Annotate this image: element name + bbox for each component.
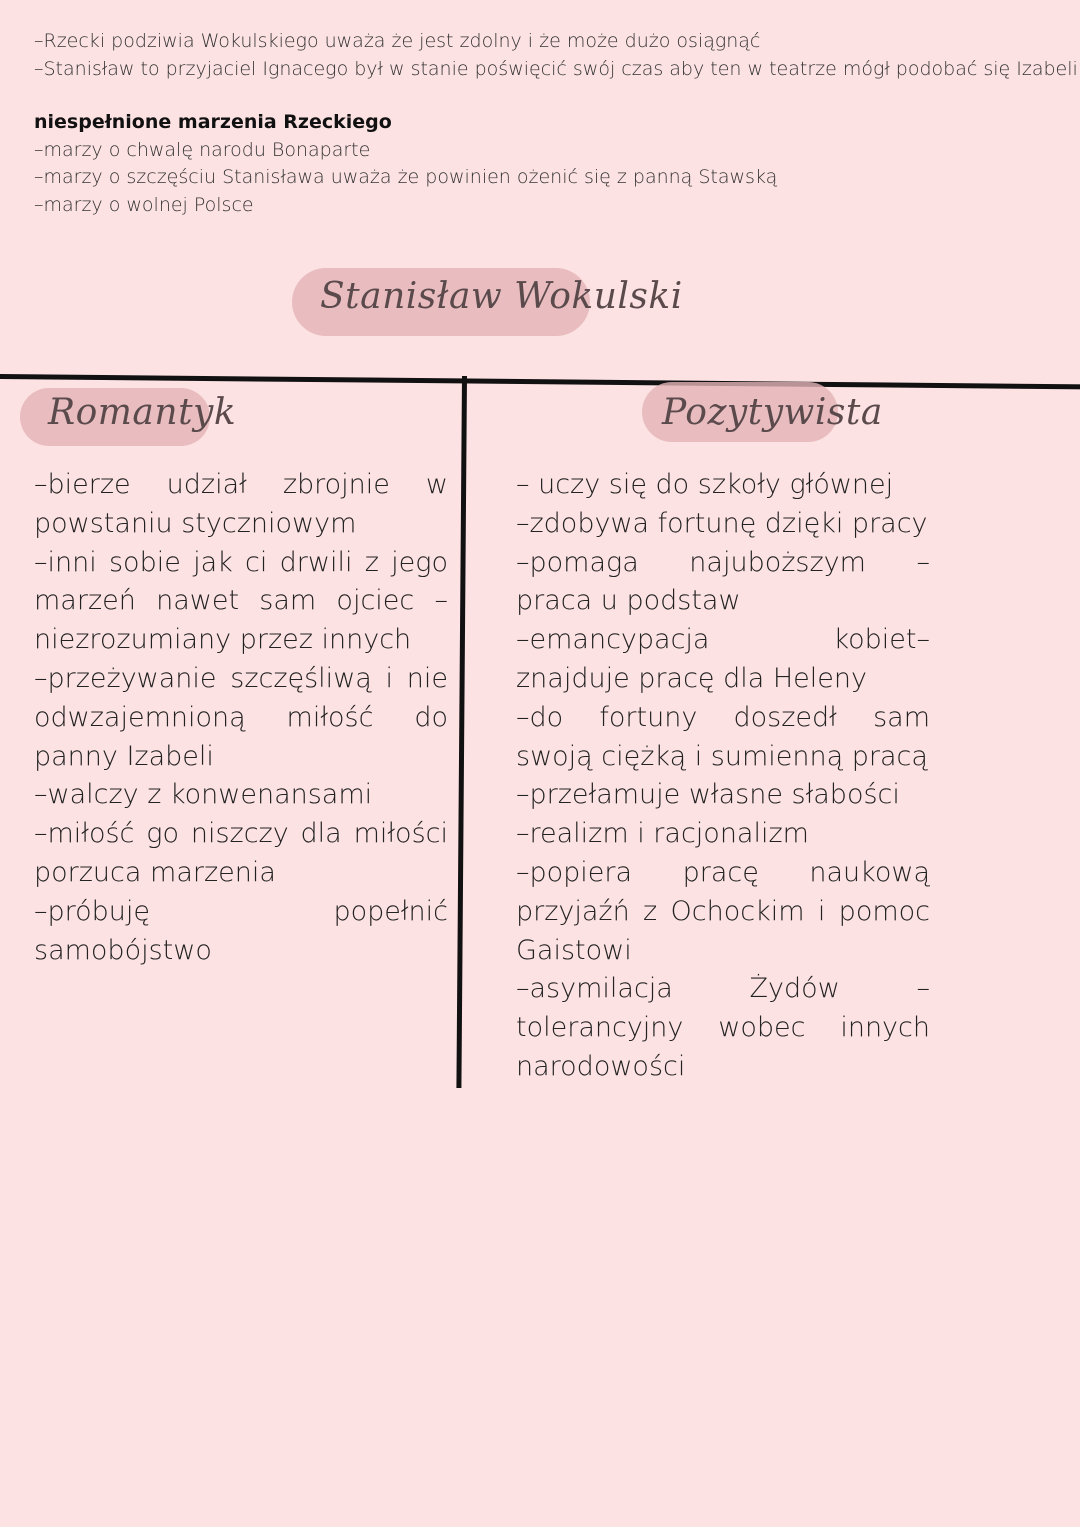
list-item: –realizm i racjonalizm xyxy=(516,818,809,850)
list-item: –miłość go niszczy dla miłości porzuca marzenia xyxy=(34,818,448,888)
main-title: Stanisław Wokulski xyxy=(320,276,683,317)
list-item: –walczy z konwenansami xyxy=(34,779,373,811)
list-item: – uczy się do szkoły głównej xyxy=(516,469,894,500)
left-column-title: Romantyk xyxy=(48,392,237,433)
right-column-title: Pozytywista xyxy=(662,392,883,433)
dreams-item: –marzy o szczęściu Stanisława uważa że powinien ożenić się z panną Stawską xyxy=(34,166,778,188)
list-item: –do fortuny doszedł sam swoją ciężką i sumienną pracą xyxy=(516,701,930,772)
intro-line: –Stanisław to przyjaciel Ignacego był w stanie poświęcić swój czas aby ten w teatrze mógł podobać się Izabeli xyxy=(34,57,1078,80)
intro-notes xyxy=(34,28,1078,219)
list-item: –inni sobie jak ci drwili z jego marzeń nawet sam ojciec – niezrozumiany przez innych xyxy=(34,546,448,656)
dreams-heading: niespełnione marzenia Rzeckiego xyxy=(34,111,392,133)
list-item: –asymilacja Żydów – tolerancyjny wobec innych narodowości xyxy=(516,973,930,1082)
list-item: –przeżywanie szczęśliwą i nie odwzajemnioną miłość do panny Izabeli xyxy=(34,662,448,772)
dreams-item: –marzy o wolnej Polsce xyxy=(34,193,254,216)
list-item: –próbuję popełnić samobójstwo xyxy=(34,895,448,966)
list-item: –bierze udział zbrojnie w powstaniu styczniowym xyxy=(34,469,448,539)
romantyk-list xyxy=(34,466,448,970)
list-item: –przełamuje własne słabości xyxy=(516,779,900,811)
vertical-divider xyxy=(456,376,467,1088)
intro-line: –Rzecki podziwia Wokulskiego uważa że jest zdolny i że może dużo osiągnąć xyxy=(34,30,761,52)
list-item: –pomaga najuboższym – praca u podstaw xyxy=(516,546,930,617)
dreams-item: –marzy o chwalę narodu Bonaparte xyxy=(34,138,371,161)
pozytywista-list xyxy=(516,466,930,1087)
list-item: –emancypacja kobiet– znajduje pracę dla Heleny xyxy=(516,624,930,694)
list-item: –zdobywa fortunę dzięki pracy xyxy=(516,507,928,539)
list-item: –popiera pracę naukową przyjaźń z Ochockim i pomoc Gaistowi xyxy=(516,856,930,966)
